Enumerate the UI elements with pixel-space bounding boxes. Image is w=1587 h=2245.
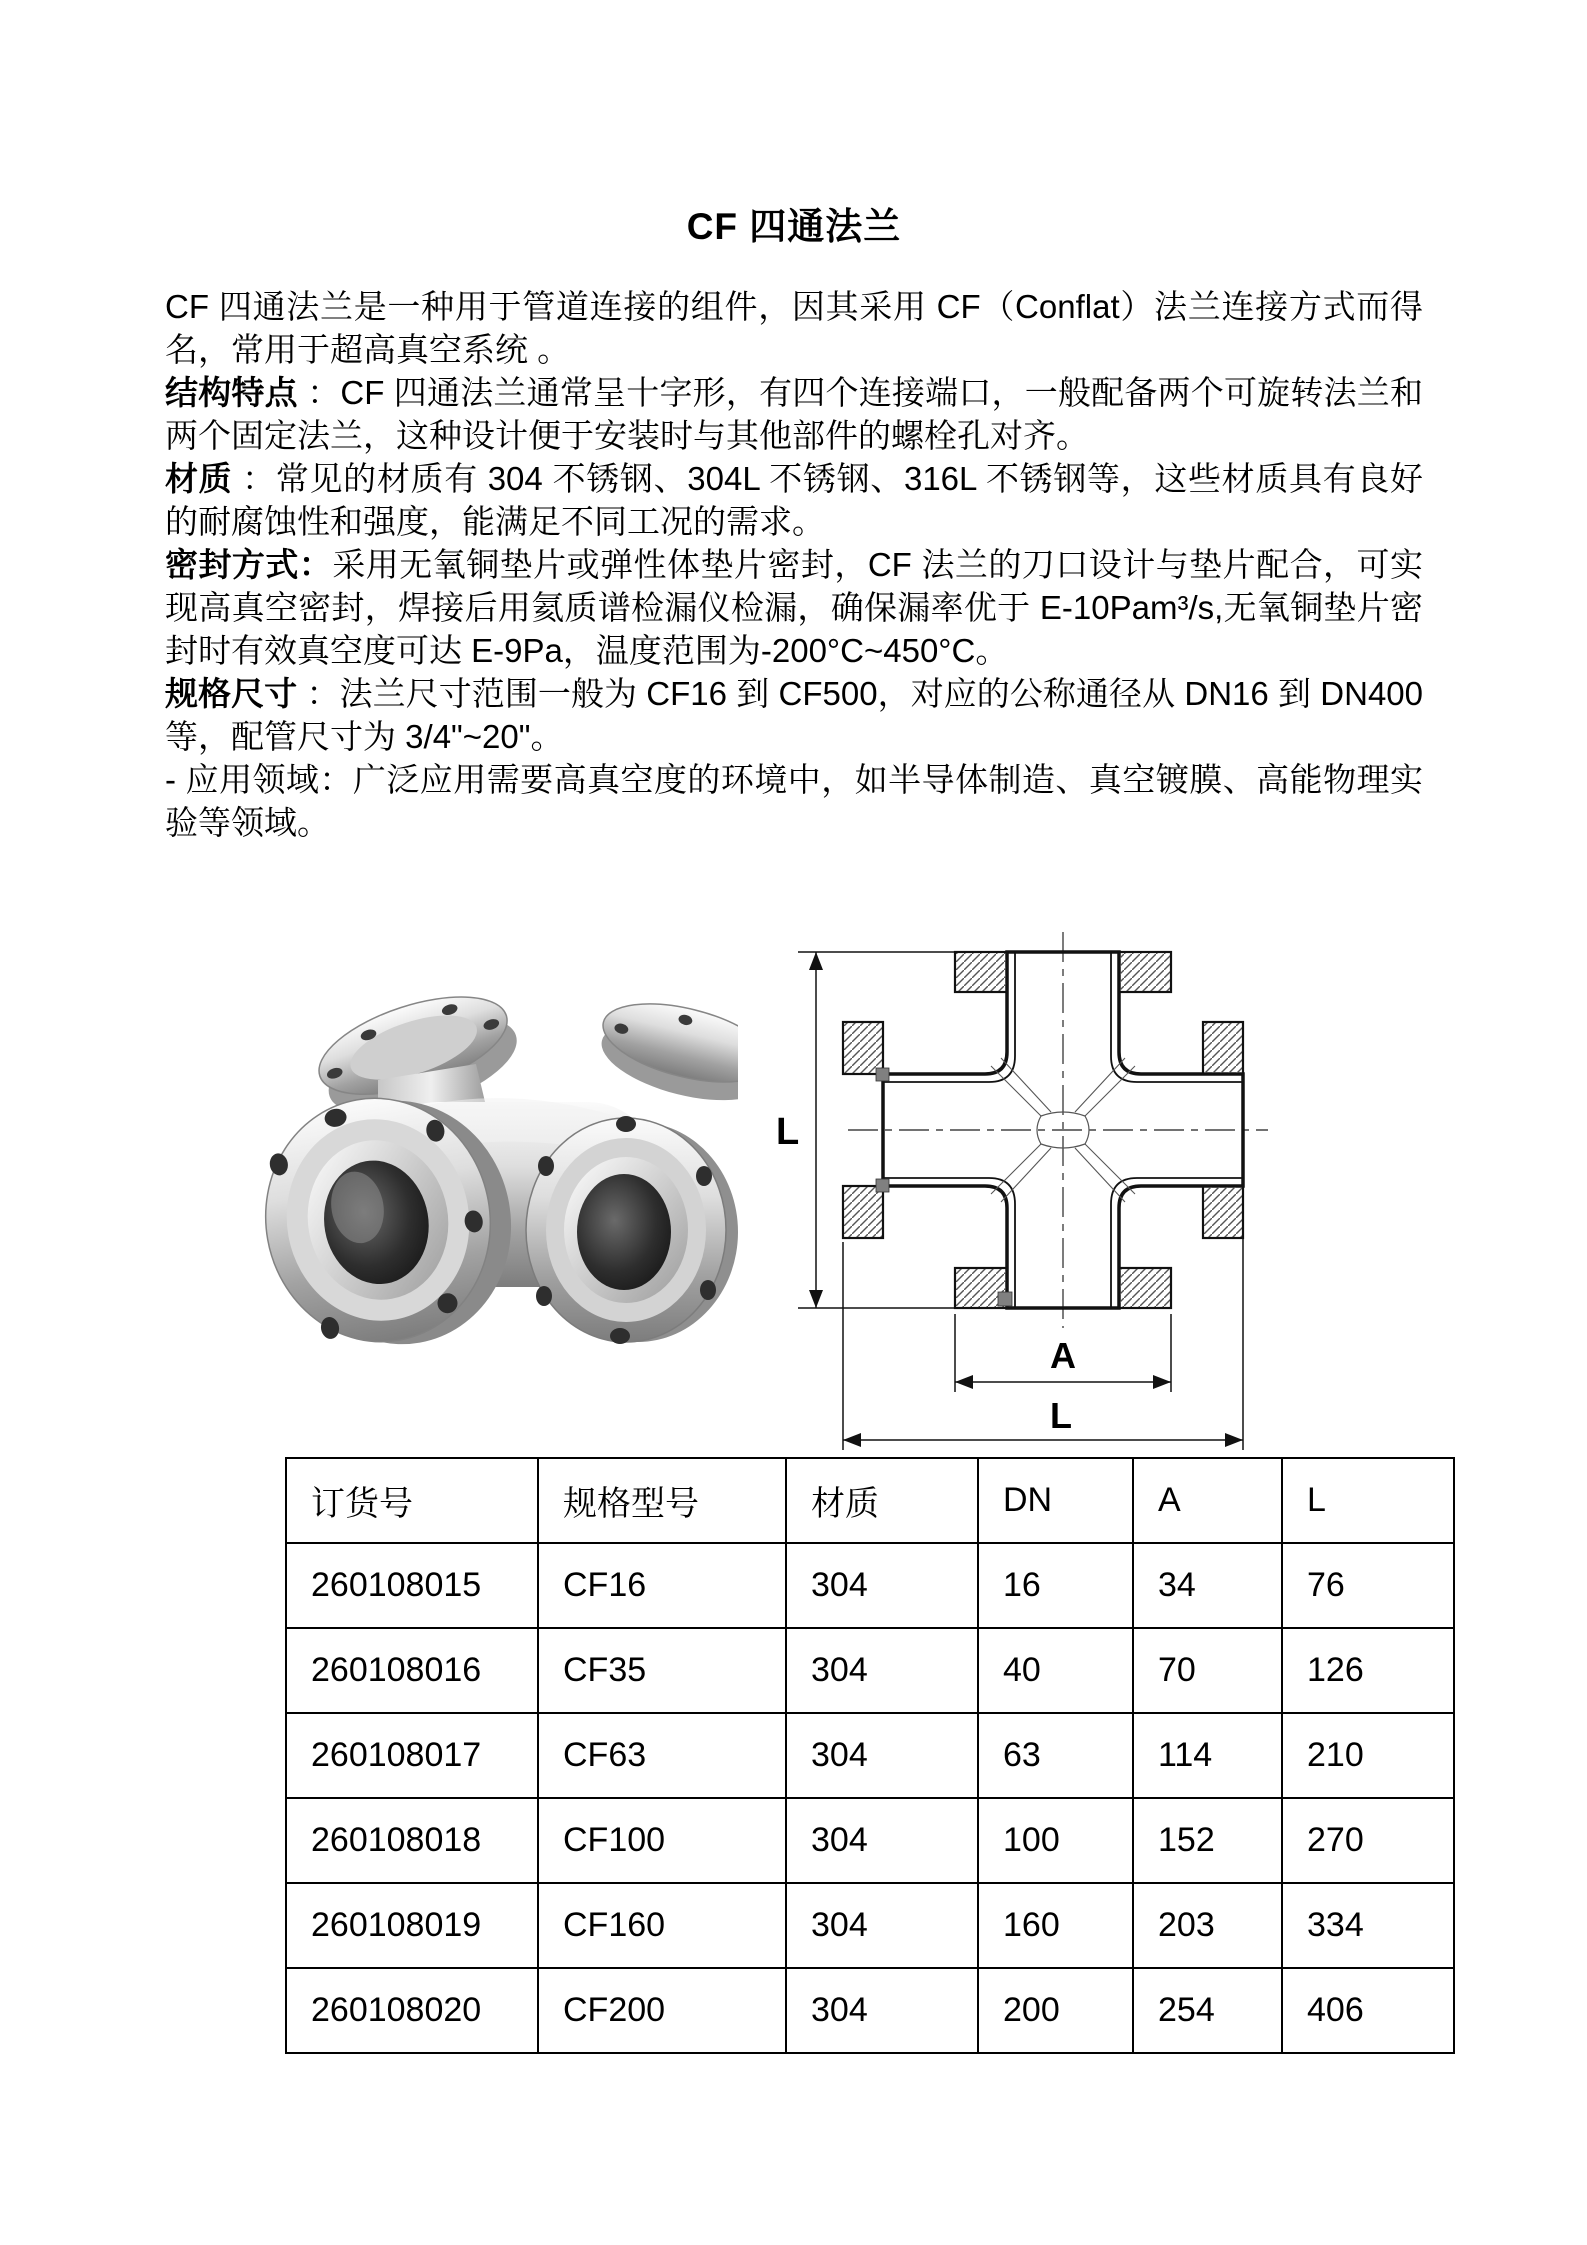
table-cell: 260108017: [286, 1713, 538, 1798]
drawing-dim-bottom: [843, 1190, 1243, 1450]
table-cell: 40: [978, 1628, 1133, 1713]
table-header-cell: 订货号: [286, 1458, 538, 1543]
table-cell: 254: [1133, 1968, 1282, 2053]
spec-table: [285, 1457, 1455, 2054]
paragraph-material: 材质 ：常见的材质有 304 不锈钢、304L 不锈钢、316L 不锈钢等，这些材质具有良好的耐腐蚀性和强度，能满足不同工况的需求。: [165, 460, 1424, 540]
table-header-cell: A: [1133, 1458, 1282, 1543]
table-cell: 203: [1133, 1883, 1282, 1968]
table-cell: 210: [1282, 1713, 1454, 1798]
table-cell: 70: [1133, 1628, 1282, 1713]
table-cell: CF35: [538, 1628, 786, 1713]
paragraph-sealing: 密封方式：采用无氧铜垫片或弹性体垫片密封，CF 法兰的刀口设计与垫片配合，可实现高真空密封，焊接后用氦质谱检漏仪检漏，确保漏率优于 E-10Pam³/s,无氧铜垫片密封时有效真空度可达 E-9Pa，温度范围为-200°C~450°C。: [165, 546, 1423, 669]
table-cell: 260108016: [286, 1628, 538, 1713]
table-cell: 334: [1282, 1883, 1454, 1968]
paragraph-sizes: 规格尺寸 ：法兰尺寸范围一般为 CF16 到 CF500，对应的公称通径从 DN16 到 DN400 等，配管尺寸为 3/4"~20"。: [165, 675, 1424, 755]
table-row: [286, 1798, 1454, 1883]
table-cell: CF200: [538, 1968, 786, 2053]
dimension-label-l-bottom: L: [1050, 1395, 1072, 1436]
table-cell: CF63: [538, 1713, 786, 1798]
spec-table-head: [286, 1458, 1454, 1543]
table-cell: 304: [786, 1968, 978, 2053]
table-cell: CF16: [538, 1543, 786, 1628]
table-cell: 260108019: [286, 1883, 538, 1968]
table-cell: 63: [978, 1713, 1133, 1798]
table-cell: 160: [978, 1883, 1133, 1968]
table-cell: 200: [978, 1968, 1133, 2053]
table-row: [286, 1543, 1454, 1628]
photo-top-right-flange: [591, 989, 738, 1115]
table-header-row: [286, 1458, 1454, 1543]
technical-drawing: [748, 890, 1308, 1450]
text-content: [165, 205, 1423, 844]
table-cell: 260108018: [286, 1798, 538, 1883]
paragraph-intro: CF 四通法兰是一种用于管道连接的组件，因其采用 CF（Conflat）法兰连接方式而得名，常用于超高真空系统 。: [165, 288, 1423, 368]
dimension-label-a: A: [1050, 1335, 1076, 1376]
drawing-arrow-a-left: [955, 1375, 973, 1389]
table-row: [286, 1883, 1454, 1968]
table-header-cell: 规格型号: [538, 1458, 786, 1543]
dimension-label-l-vertical: L: [776, 1111, 800, 1153]
drawing-arrow-a-right: [1153, 1375, 1171, 1389]
table-cell: 152: [1133, 1798, 1282, 1883]
table-cell: 406: [1282, 1968, 1454, 2053]
table-cell: 304: [786, 1628, 978, 1713]
table-cell: 16: [978, 1543, 1133, 1628]
table-cell: 270: [1282, 1798, 1454, 1883]
table-row: [286, 1628, 1454, 1713]
table-cell: 260108015: [286, 1543, 538, 1628]
table-header-cell: DN: [978, 1458, 1133, 1543]
drawing-arrow-l-right: [1225, 1433, 1243, 1447]
table-cell: CF100: [538, 1798, 786, 1883]
table-cell: 304: [786, 1883, 978, 1968]
table-header-cell: 材质: [786, 1458, 978, 1543]
table-cell: 100: [978, 1798, 1133, 1883]
drawing-arrow-l-left: [843, 1433, 861, 1447]
table-cell: 304: [786, 1798, 978, 1883]
table-row: [286, 1713, 1454, 1798]
paragraph-structure: 结构特点 ：CF 四通法兰通常呈十字形，有四个连接端口，一般配备两个可旋转法兰和两个固定法兰，这种设计便于安装时与其他部件的螺栓孔对齐。: [165, 374, 1424, 454]
photo-right-flange: [526, 1116, 738, 1344]
table-cell: 260108020: [286, 1968, 538, 2053]
product-photo: [228, 952, 738, 1382]
table-cell: 126: [1282, 1628, 1454, 1713]
table-cell: 114: [1133, 1713, 1282, 1798]
drawing-arrow-up: [809, 952, 823, 970]
table-cell: 304: [786, 1543, 978, 1628]
page-title: CF 四通法兰: [686, 206, 902, 247]
table-header-cell: L: [1282, 1458, 1454, 1543]
drawing-arrow-down: [809, 1290, 823, 1308]
paragraph-applications: - 应用领域：广泛应用需要高真空度的环境中，如半导体制造、真空镀膜、高能物理实验等领域。: [165, 761, 1423, 841]
table-cell: 34: [1133, 1543, 1282, 1628]
table-cell: CF160: [538, 1883, 786, 1968]
spec-table-body: [286, 1543, 1454, 2053]
table-row: [286, 1968, 1454, 2053]
table-cell: 76: [1282, 1543, 1454, 1628]
description-paragraphs: [165, 285, 1423, 844]
table-cell: 304: [786, 1713, 978, 1798]
